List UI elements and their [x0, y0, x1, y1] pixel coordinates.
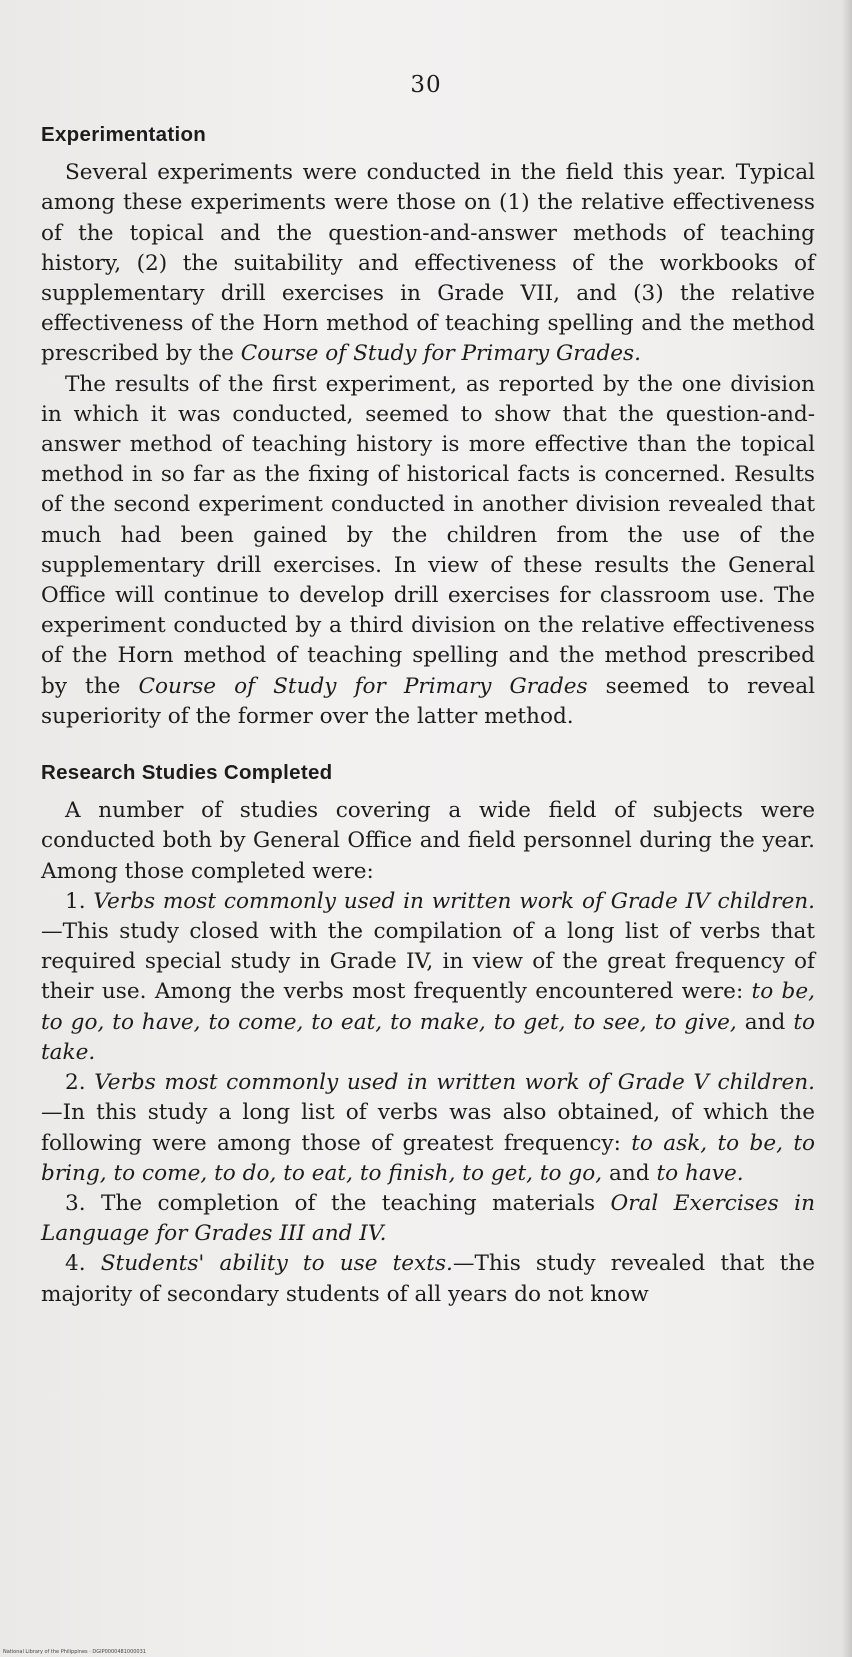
italic-text: Oral Exercises in Language for Grades III and IV. [41, 1190, 815, 1247]
italic-text: Verbs most commonly used in written work of Grade V children. [94, 1070, 816, 1096]
section-heading: Research Studies Completed [41, 761, 333, 785]
italic-text: Students' ability to use texts. [100, 1251, 453, 1277]
text-run: Several experiments were conducted in the field this year. Typical among these experiments were those on (1) the relative effectiveness of the topical and the question-and-answer methods of teaching history, (2) the suitability and effectiveness of the workbooks of supplementary drill exercises in Grade VII, and (3) the relative effectiveness of the Horn method of teaching spelling and the method prescribed by the [41, 160, 815, 367]
paragraph [41, 1189, 815, 1249]
italic-text: to ask, to be, to bring, to come, to do, to eat, to finish, to get, to go, [41, 1130, 815, 1186]
page-number: 30 [410, 72, 442, 98]
italic-text: to be, to go, to have, to come, to eat, to make, to get, to see, to give, [41, 979, 815, 1035]
paragraph [41, 1068, 815, 1189]
paragraph [41, 796, 815, 887]
text-run: seemed to reveal superiority of the former over the latter method. [41, 673, 815, 729]
text-run: —This study closed with the compilation of a long list of verbs that required special study in Grade IV, in view of the great frequency of their use. Among the verbs most frequently encountered were: [41, 919, 815, 1005]
text-run: The results of the first experiment, as reported by the one division in which it was conducted, seemed to show that the question-and-answer method of teaching history is more effective than the topical method in so far as the fixing of historical facts is concerned. Results of the second experiment conducted in another division revealed that much had been gained by the children from the use of the supplementary drill exercises. In view of these results the General Office will continue to develop drill exercises for classroom use. The experiment conducted by a third division on the relative effectiveness of the Horn method of teaching spelling and the method prescribed by the [41, 371, 815, 699]
italic-text: Course of Study for Primary Grades [138, 673, 588, 699]
text-run: 2. [65, 1070, 95, 1096]
text-run: and [602, 1160, 657, 1186]
italic-text: to have. [656, 1160, 744, 1186]
paragraph [41, 370, 815, 732]
page-edge-shadow [842, 0, 852, 1657]
text-run: —This study revealed that the majority of secondary students of all years do not know [41, 1251, 815, 1307]
paragraph [41, 887, 815, 1068]
italic-text: Verbs most commonly used in written work of Grade IV children. [93, 888, 816, 914]
italic-text: to take. [41, 1009, 815, 1065]
section-heading: Experimentation [41, 123, 207, 146]
page-body [41, 120, 815, 1310]
scan-footer-note: National Library of the Philippines · DGIP0000481000031 [3, 1649, 146, 1655]
paragraph [41, 1249, 815, 1309]
text-run: 1. [65, 888, 94, 914]
paragraph [41, 158, 815, 369]
text-run: —In this study a long list of verbs was also obtained, of which the following were among those of greatest frequency: [41, 1100, 815, 1156]
text-run: 4. [65, 1251, 101, 1277]
text-run: 3. The completion of the teaching materials [65, 1190, 611, 1216]
text-run: and [736, 1009, 794, 1035]
italic-text: Course of Study for Primary Grades. [240, 341, 641, 367]
text-run: A number of studies covering a wide field of subjects were conducted both by General Office and field personnel during the year. Among those completed were: [41, 798, 815, 884]
